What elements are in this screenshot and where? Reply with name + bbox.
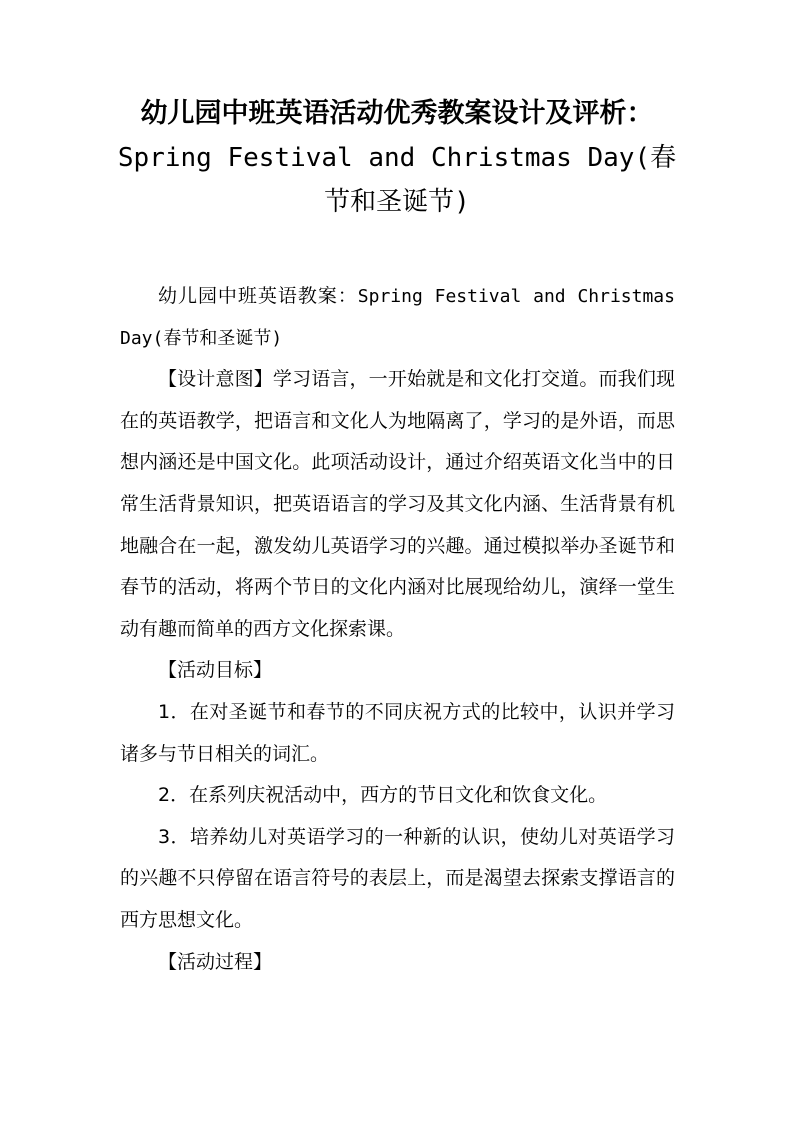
intro-parenthetical: (春节和圣诞节) xyxy=(152,327,283,349)
process-heading: 【活动过程】 xyxy=(158,950,273,973)
title-chinese: 幼儿园中班英语活动优秀教案设计及评析： xyxy=(140,98,654,129)
document-title xyxy=(112,92,682,224)
intro-english: Spring Festival and Christmas Day xyxy=(120,286,675,349)
design-intent-label: 【设计意图】 xyxy=(158,368,273,391)
goal-item-1: 1．在对圣诞节和春节的不同庆祝方式的比较中，认识并学习诸多与节日相关的词汇。 xyxy=(120,700,675,765)
document-body xyxy=(120,276,675,983)
goal-item-2: 2．在系列庆祝活动中，西方的节日文化和饮食文化。 xyxy=(158,784,608,807)
design-intent-text: 学习语言，一开始就是和文化打交道。而我们现在的英语教学，把语言和文化人为地隔离了，学习的是外语，而思想内涵还是中国文化。此项活动设计，通过介绍英语文化当中的日常生活背景知识，把英语语言的学习及其文化内涵、生活背景有机地融合在一起，激发幼儿英语学习的兴趣。通过模拟举办圣诞节和春节的活动，将两个节日的文化内涵对比展现给幼儿，演绎一堂生动有趣而简单的西方文化探索课。 xyxy=(120,368,675,640)
design-intent-paragraph xyxy=(120,359,675,650)
goal-item-3: 3．培养幼儿对英语学习的一种新的认识，使幼儿对英语学习的兴趣不只停留在语言符号的表层上，而是渴望去探索支撑语言的西方思想文化。 xyxy=(120,825,675,931)
title-english: Spring Festival and Christmas Day xyxy=(117,143,635,173)
intro-paragraph xyxy=(120,276,675,359)
intro-chinese: 幼儿园中班英语教案： xyxy=(158,285,358,307)
goals-heading: 【活动目标】 xyxy=(158,659,273,682)
title-parenthetical: (春节和圣诞节) xyxy=(324,143,677,217)
